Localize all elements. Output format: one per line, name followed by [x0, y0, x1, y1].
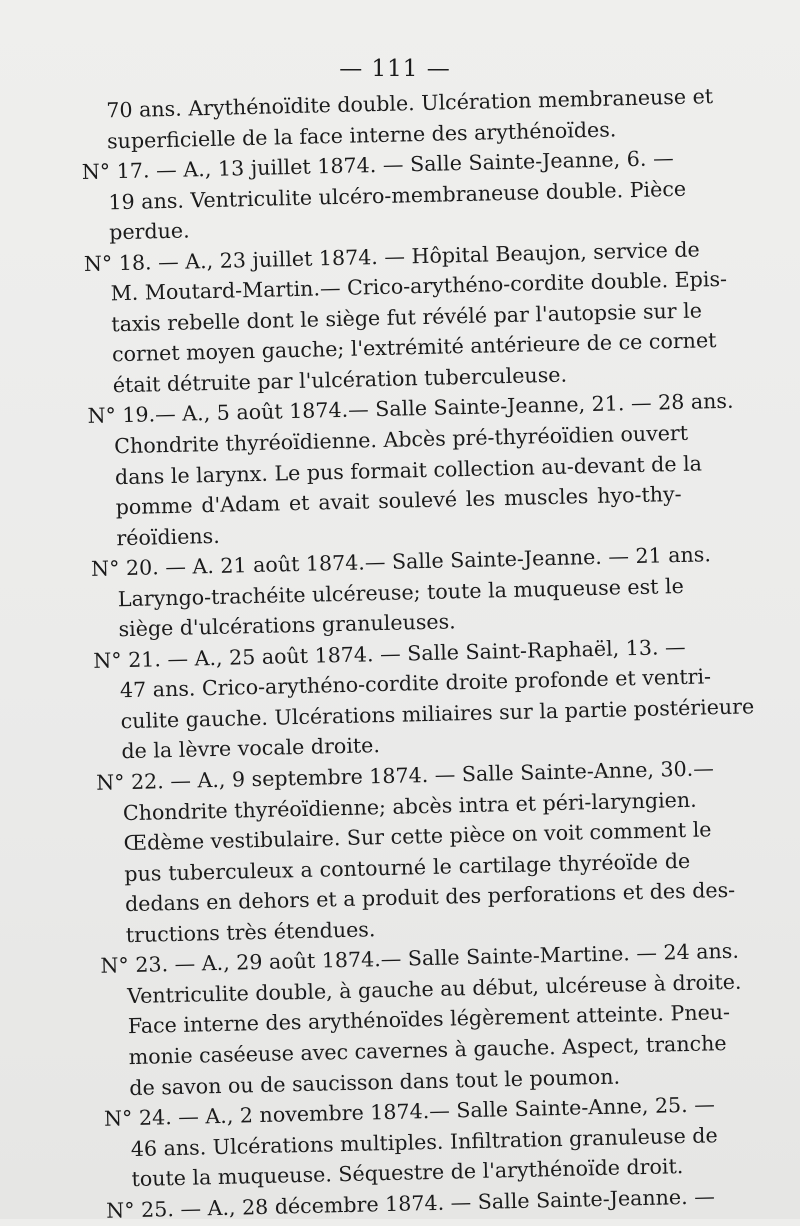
text-line: 47 ans. Crico-arythéno-cordite droite profonde et ventri- — [119, 664, 712, 703]
text-line: Ventriculite double, à gauche au début, ulcéreuse à droite. — [126, 969, 742, 1008]
text-line: N° 23. — A., 29 août 1874.— Salle Sainte-Martine. — 24 ans. — [100, 939, 740, 979]
text-line: N° 19.— A., 5 août 1874.— Salle Sainte-Jeanne, 21. — 28 ans. — [87, 389, 734, 429]
text-line: cornet moyen gauche; l'extrémité antérieure de ce cornet — [111, 328, 717, 367]
text-line: N° 18. — A., 23 juillet 1874. — Hôpital Beaujon, service de — [83, 237, 700, 276]
text-line: Œdème vestibulaire. Sur cette pièce on voit comment le — [123, 817, 712, 856]
case-entry — [93, 632, 755, 768]
case-entry — [95, 754, 736, 951]
text-line: Face interne des arythénoïdes légèrement atteinte. Pneu- — [127, 1000, 731, 1039]
text-line: toute la muqueuse. Séquestre de l'arythénoïde droit. — [131, 1154, 684, 1192]
text-line: taxis rebelle dont le siège fut révélé par l'autopsie sur le — [111, 298, 703, 337]
case-entry — [83, 235, 728, 402]
text-line: M. Moutard-Martin.— Crico-arythéno-cordite double. Epis- — [110, 267, 728, 306]
text-line: 46 ans. Ulcérations multiples. Infiltration granuleuse de — [130, 1122, 718, 1161]
text-line: réoïdiens. — [116, 523, 221, 550]
case-entry — [100, 937, 742, 1104]
text-line: perdue. — [108, 218, 190, 245]
text-line: Chondrite thyréoïdienne; abcès intra et péri-laryngien. — [122, 787, 697, 825]
text-line: était détruite par l'ulcération tuberculeuse. — [112, 362, 568, 398]
text-line: dans le larynx. Le pus formait collection au-devant de la — [114, 451, 703, 489]
text-line: N° 25. — A., 28 décembre 1874. — Salle Sainte-Jeanne. — — [105, 1184, 716, 1223]
text-line: pus tuberculeux a contourné le cartilage thyréoïde de — [124, 848, 691, 886]
text-line: culite gauche. Ulcérations miliaires sur la partie postérieure — [120, 694, 755, 734]
text-line: pomme d'Adam et avait soulevé les muscles hyo-thy- — [115, 482, 682, 520]
text-line: N° 22. — A., 9 septembre 1874. — Salle Sainte-Anne, 30.— — [95, 756, 715, 795]
page-number: — 111 — — [339, 56, 451, 82]
text-line: N° 24. — A., 2 novembre 1874.— Salle Sainte-Anne, 25. — — [103, 1092, 716, 1131]
document-body — [80, 82, 755, 1226]
text-line: de savon ou de saucisson dans tout le poumon. — [129, 1064, 621, 1100]
text-line: dedans en dehors et a produit des perforations et des des- — [124, 878, 736, 917]
text-line: superficielle de la face interne des arythénoïdes. — [106, 116, 617, 153]
text-line: siège d'ulcérations granuleuses. — [118, 609, 456, 642]
text-line: monie caséeuse avec cavernes à gauche. Aspect, tranche — [128, 1030, 727, 1070]
text-line: N° 21. — A., 25 août 1874. — Salle Saint-Raphaël, 13. — — [93, 634, 686, 673]
case-entry — [81, 143, 687, 249]
case-entry — [103, 1090, 718, 1196]
text-line: 19 ans. Ventriculite ulcéro-membraneuse double. Pièce — [108, 176, 687, 214]
text-line: tructions très étendues. — [125, 917, 376, 947]
text-line: N° 17. — A., 13 juillet 1874. — Salle Sainte-Jeanne, 6. — — [81, 146, 674, 185]
text-line: 70 ans. Arythénoïdite double. Ulcération membraneuse et — [106, 84, 714, 123]
case-entry — [90, 540, 712, 646]
text-line: Chondrite thyréoïdienne. Abcès pré-thyréoïdien ouvert — [113, 420, 689, 459]
text-line: Laryngo-trachéite ulcéreuse; toute la muqueuse est le — [117, 573, 685, 611]
text-line: de la lèvre vocale droite. — [121, 733, 381, 764]
case-entry — [87, 387, 734, 554]
text-line: N° 20. — A. 21 août 1874.— Salle Sainte-Jeanne. — 21 ans. — [90, 542, 712, 582]
